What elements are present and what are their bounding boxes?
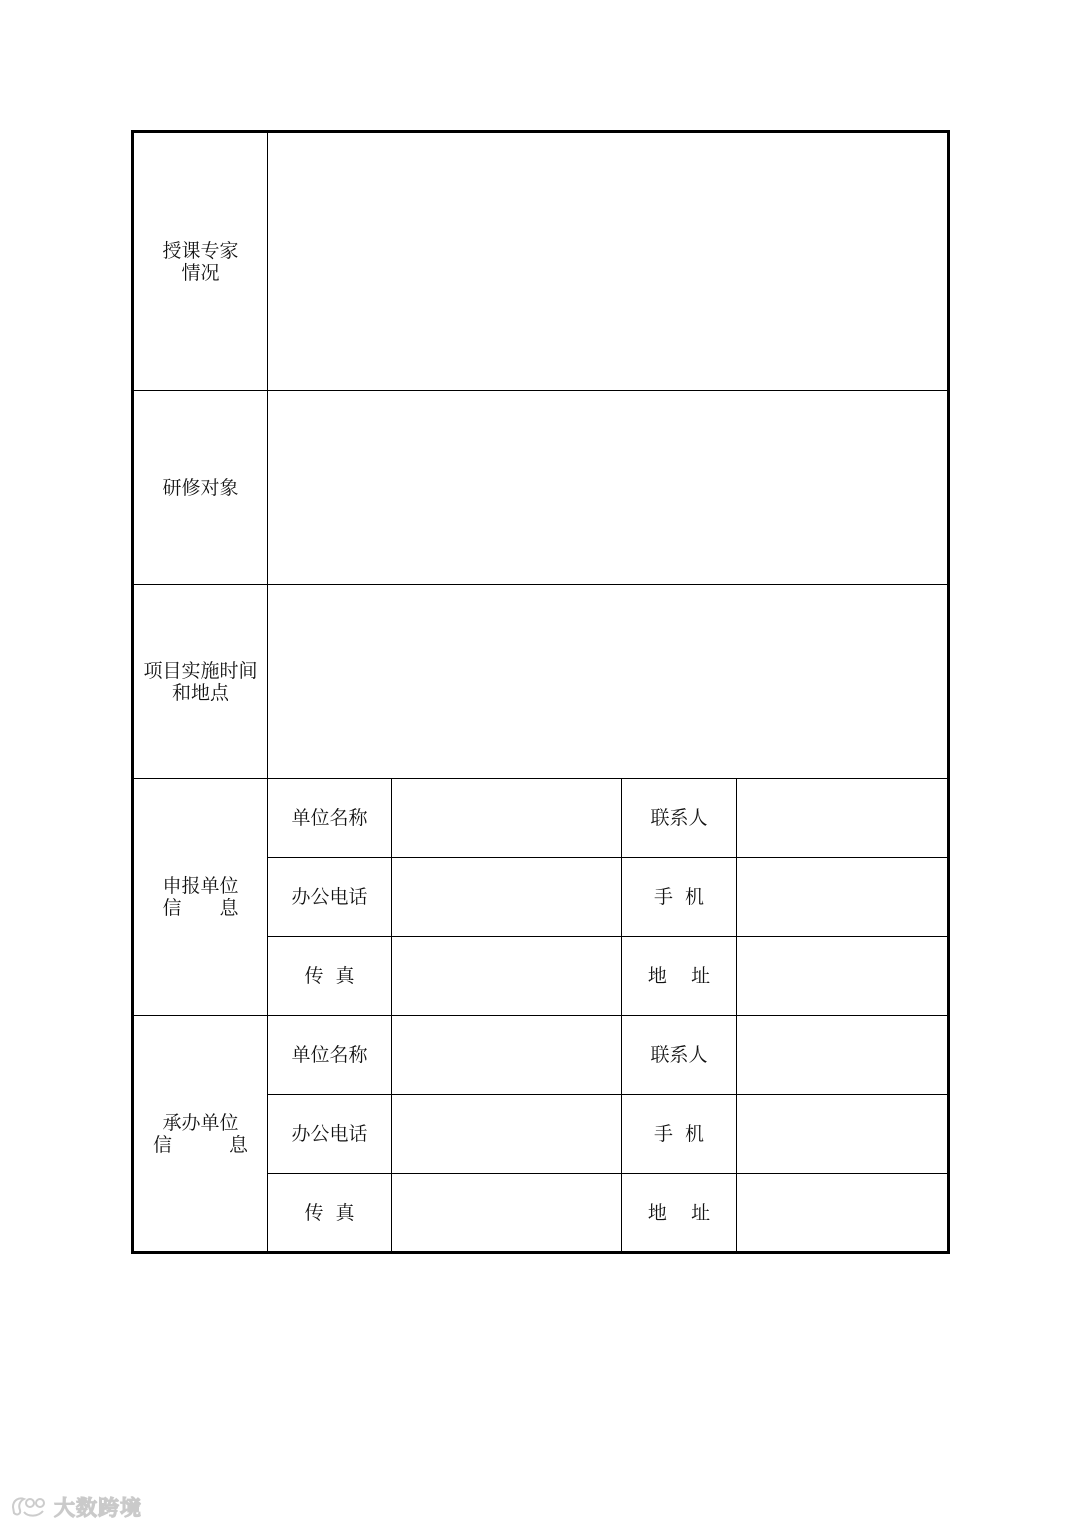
organizer-unit-name-label: 单位名称: [268, 1016, 392, 1095]
applicant-mobile-value[interactable]: [737, 858, 949, 937]
applicant-label-line2: 信 息: [162, 897, 239, 919]
organizer-office-phone-value[interactable]: [392, 1095, 622, 1174]
weibo-style-logo-icon: [10, 1494, 50, 1520]
applicant-office-phone-value[interactable]: [392, 858, 622, 937]
organizer-unit-name-value[interactable]: [392, 1016, 622, 1095]
applicant-office-phone-label: 办公电话: [268, 858, 392, 937]
watermark-text: 大数跨境: [54, 1496, 142, 1520]
applicant-unit-name-value[interactable]: [392, 779, 622, 858]
application-form-table: [131, 130, 950, 1254]
schedule-label-line2: 和地点: [171, 681, 229, 704]
trainees-label: [133, 391, 268, 585]
applicant-address-value[interactable]: [737, 937, 949, 1016]
organizer-label-line1: 承办单位: [162, 1111, 239, 1134]
experts-label-line2: 情况: [181, 261, 220, 284]
trainees-content-cell[interactable]: [268, 391, 949, 585]
organizer-address-value[interactable]: [737, 1174, 949, 1253]
organizer-contact-label: 联系人: [622, 1016, 737, 1095]
organizer-address-label: 地 址: [622, 1174, 737, 1253]
applicant-contact-value[interactable]: [737, 779, 949, 858]
organizer-mobile-value[interactable]: [737, 1095, 949, 1174]
applicant-fax-value[interactable]: [392, 937, 622, 1016]
applicant-mobile-label: 手 机: [622, 858, 737, 937]
schedule-content-cell[interactable]: [268, 585, 949, 779]
schedule-label: [133, 585, 268, 779]
applicant-section-label: [133, 779, 268, 1016]
organizer-office-phone-label: 办公电话: [268, 1095, 392, 1174]
applicant-contact-label: 联系人: [622, 779, 737, 858]
organizer-mobile-label: 手 机: [622, 1095, 737, 1174]
experts-label-line1: 授课专家: [162, 239, 239, 262]
applicant-address-label: 地 址: [622, 937, 737, 1016]
experts-content-cell[interactable]: [268, 132, 949, 391]
watermark: [10, 1492, 142, 1522]
experts-label: [133, 132, 268, 391]
trainees-label-line1: 研修对象: [162, 476, 239, 499]
schedule-row: [133, 585, 949, 779]
organizer-contact-value[interactable]: [737, 1016, 949, 1095]
schedule-label-line1: 项目实施时间: [143, 659, 258, 682]
applicant-unit-name-label: 单位名称: [268, 779, 392, 858]
applicant-label-line1: 申报单位: [162, 875, 239, 897]
organizer-label-line2: 信 息: [152, 1133, 248, 1156]
applicant-row-1: [133, 779, 949, 858]
experts-row: [133, 132, 949, 391]
organizer-fax-value[interactable]: [392, 1174, 622, 1253]
organizer-fax-label: 传 真: [268, 1174, 392, 1253]
trainees-row: [133, 391, 949, 585]
applicant-fax-label: 传 真: [268, 937, 392, 1016]
organizer-row-1: [133, 1016, 949, 1095]
organizer-section-label: [133, 1016, 268, 1253]
